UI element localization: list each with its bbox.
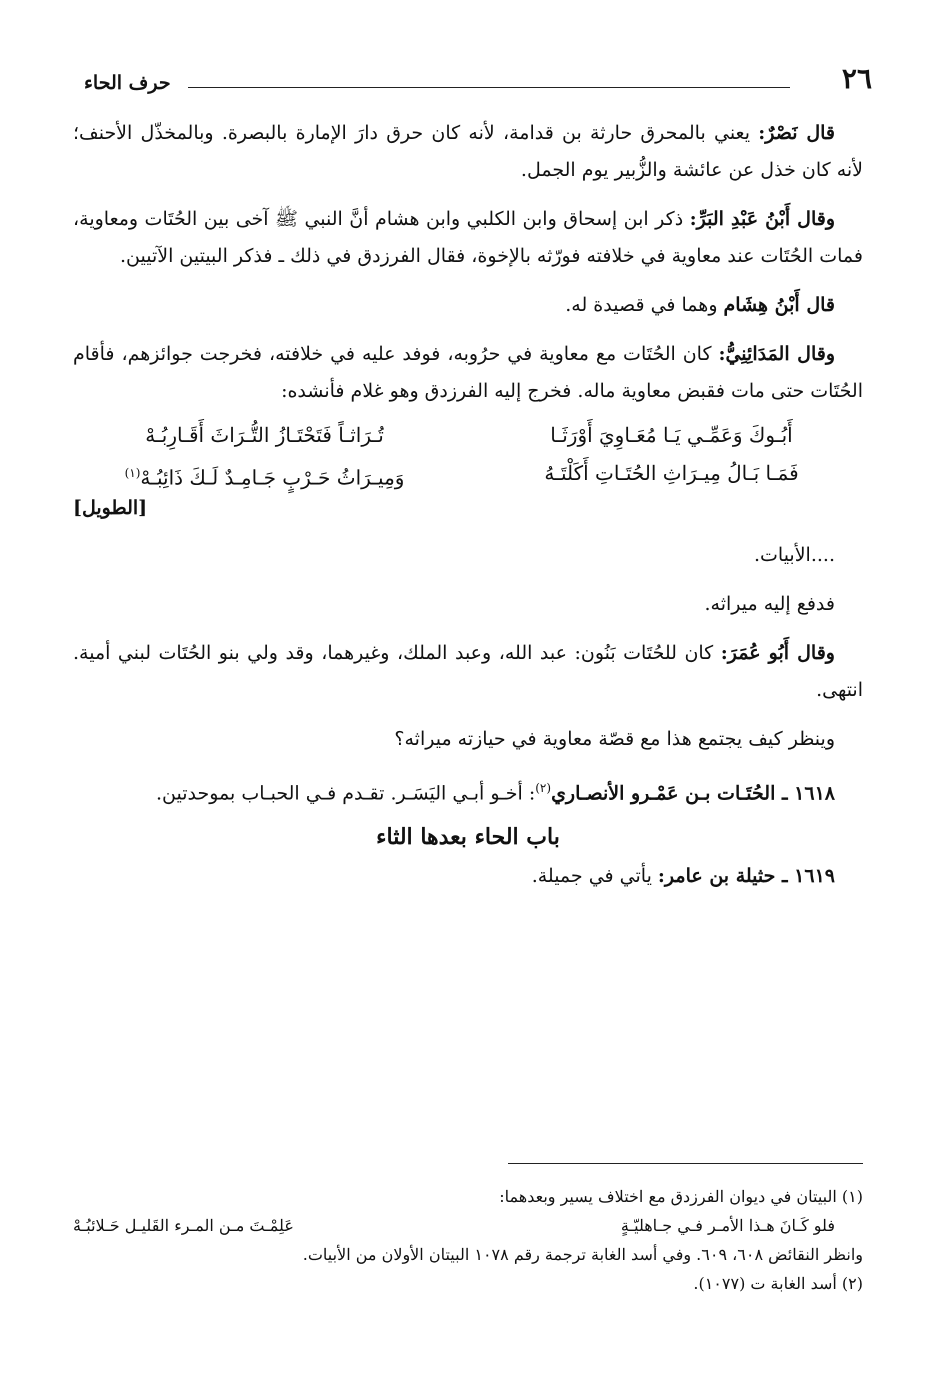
page-header xyxy=(84,62,874,102)
entry-heading: ١٦١٩ ـ حثيلة بن عامر: xyxy=(657,864,835,887)
speaker: وقال المَدَائِنِيُّ: xyxy=(718,343,835,365)
paragraph-ibn-hisham xyxy=(73,287,863,324)
page-number: ٢٦ xyxy=(841,62,872,95)
entry-1618 xyxy=(73,770,863,812)
paragraph-text: كان الحُتَات مع معاوية في حرُوبه، فوفد عليه في خلافته، فخرجت جوائزهم، فأقام الحُتَات حتى مات فقبض معاوية ماله. فخرج إليه الفرزدق وهو غلام فأنشده: xyxy=(73,343,863,402)
entry-heading: ١٦١٨ ـ الحُتَـات بـن عَمْـرو الأنصـاري xyxy=(551,781,835,804)
paragraph-question: وينظر كيف يجتمع هذا مع قصّة معاوية في حيازته ميراثه؟ xyxy=(394,727,835,750)
header-rule xyxy=(188,87,790,88)
footnote-1-intro: (١) البيتان في ديوان الفرزدق مع اختلاف يسير وبعدهما: xyxy=(499,1187,863,1206)
speaker: وقال أَبْنُ عَبْدِ البَرِّ: xyxy=(689,208,835,230)
footnote-1-note: وانظر النقائض ٦٠٨، ٦٠٩. وفي أسد الغابة ترجمة رقم ١٠٧٨ البيتان الأولان من الأبيات. xyxy=(302,1245,863,1264)
verse-2-first-hemistich: فَمَـا بَـالُ مِيـرَاثِ الحُتَـاتِ أَكَلْتَـهُ xyxy=(544,461,799,485)
poem-meter: [الطويل] xyxy=(73,496,148,519)
entry-text: يأتي في جميلة. xyxy=(531,864,658,887)
entry-text: : أخـو أبـي اليَسَـر. تقـدم فـي الحبـاب بموحدتين. xyxy=(156,781,536,804)
footnote-ref-1[interactable]: (١) xyxy=(124,466,141,480)
paragraph-ibn-abd-al-barr xyxy=(73,201,863,275)
footnote-ref-2[interactable]: (٢) xyxy=(535,780,552,795)
paragraph-verses: ....الأبيات. xyxy=(753,543,835,566)
paragraph-text: وهما في قصيدة له. xyxy=(565,294,724,316)
footnote-2: (٢) أسد الغابة ت (١٠٧٧). xyxy=(693,1274,863,1293)
verse-2-second-hemistich: وَمِيـرَاثُ حَـرْبٍ جَـامِـدٌ لَـكَ ذَائِبُـهْ xyxy=(140,465,405,490)
paragraph-madaini xyxy=(73,336,863,410)
footnote-verse-first-hemistich: فلو كَـانَ هـذا الأمـر فـي جـاهليّـةٍ xyxy=(620,1216,835,1235)
speaker: وقال أَبُو عُمَرَ: xyxy=(720,641,835,664)
paragraph-abu-umar xyxy=(73,635,863,709)
entry-1619 xyxy=(73,858,863,895)
speaker: قال أَبْنُ هِشَام xyxy=(723,294,835,316)
running-title: حرف الحاء xyxy=(84,72,171,94)
paragraph-text: كان للحُتَات بَنُون: عبد الله، وعبد الملك، وغيرهما، وقد ولي بنو الحُتَات لبني أمية. انتهى. xyxy=(73,641,863,701)
verse-2-second-hemistich-wrap xyxy=(73,454,456,497)
footnote-1-verse xyxy=(73,1211,863,1240)
paragraph-text: يعني بالمحرق حارثة بن قدامة، لأنه كان حرق دارَ الإمارة بالبصرة. وبالمخذّل الأحنف؛ لأنه كان خذل عن عائشة والزُّبير يوم الجمل. xyxy=(73,122,863,181)
footnotes xyxy=(73,1182,863,1298)
paragraph-text: ذكر ابن إسحاق وابن الكلبي وابن هشام أنَّ النبي ﷺ آخى بين الحُتَات ومعاوية، فمات الحُتَات عند معاوية في خلافته فورّثه بالإخوة، فقال الفرزدق في ذلك ـ فذكر البيتين الآتيين. xyxy=(73,208,863,267)
verse-1-first-hemistich: أَبُـوكَ وَعَمِّـي يَـا مُعَـاوِيَ أَوْرَثَـا xyxy=(550,423,793,447)
speaker: قال نَصْرٌ: xyxy=(758,122,835,144)
paragraph-inheritance: فدفع إليه ميراثه. xyxy=(704,592,835,615)
section-heading: باب الحاء بعدها الثاء xyxy=(376,823,560,850)
footnote-rule xyxy=(508,1163,863,1164)
verse-1-second-hemistich: تُـرَاثـاً فَتَحْتَـازُ التُّـرَاثَ أَقَـارِبُـهْ xyxy=(145,423,384,447)
poem-block xyxy=(73,416,863,497)
main-text xyxy=(73,115,863,907)
paragraph-nasr xyxy=(73,115,863,189)
footnote-verse-second-hemistich: عَلِمْـتَ مـن المـرء القَليـل حَـلائبُـهْ xyxy=(73,1216,294,1235)
